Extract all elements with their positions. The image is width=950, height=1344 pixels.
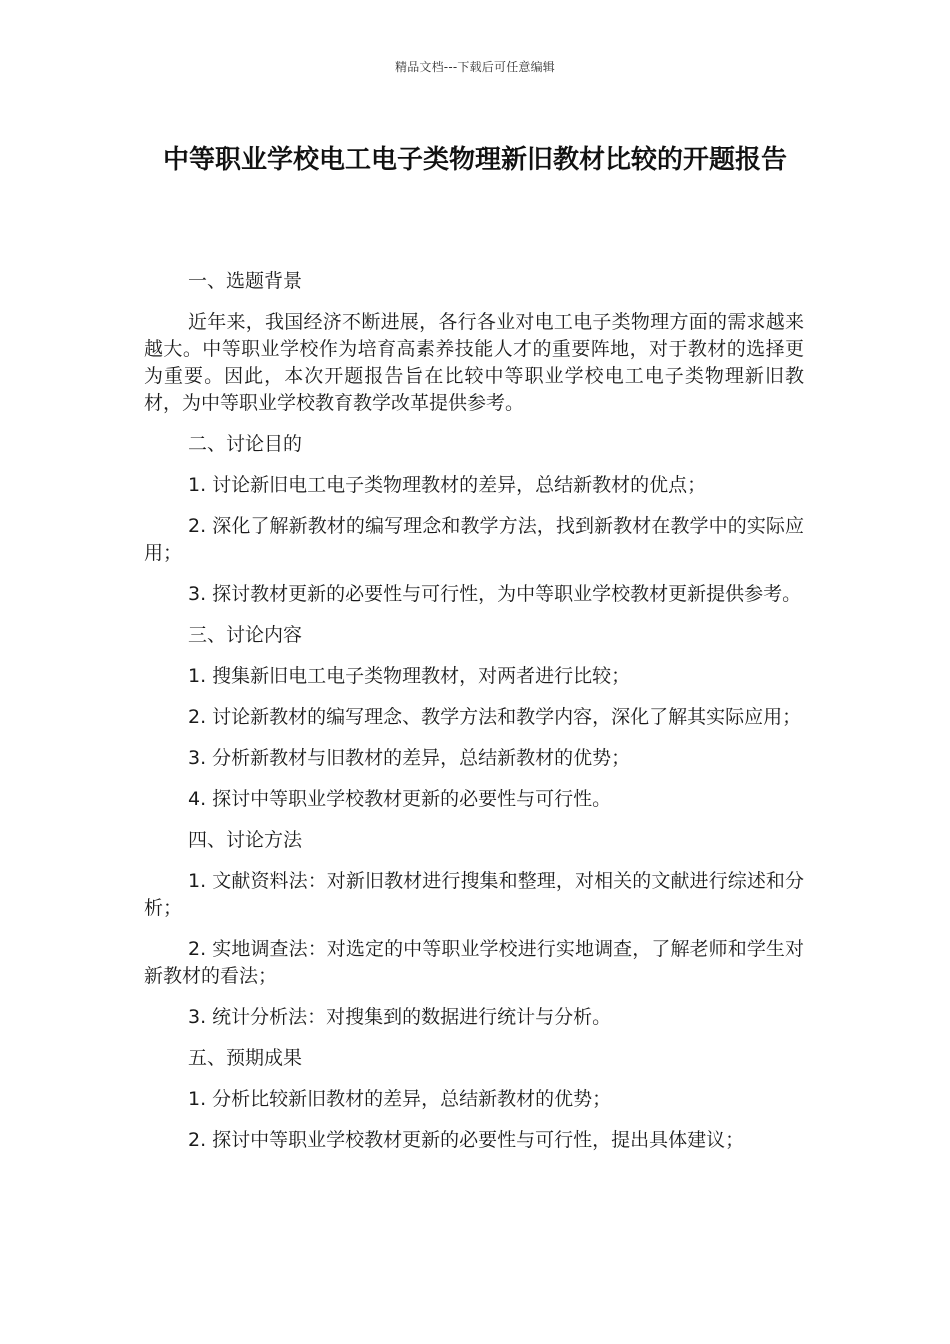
outcome-item: 2. 探讨中等职业学校教材更新的必要性与可行性，提出具体建议； [188, 1129, 745, 1151]
document-title: 中等职业学校电工电子类物理新旧教材比较的开题报告 [162, 145, 787, 175]
method-item: 3. 统计分析法：对搜集到的数据进行统计与分析。 [188, 1006, 612, 1028]
purpose-item: 2. 深化了解新教材的编写理念和教学方法，找到新教材在教学中的实际应用； [144, 515, 804, 564]
section-heading-background: 一、选题背景 [188, 270, 303, 292]
section-heading-purpose: 二、讨论目的 [188, 433, 303, 455]
content-item: 1. 搜集新旧电工电子类物理教材，对两者进行比较； [188, 665, 631, 687]
section-heading-outcomes: 五、预期成果 [188, 1047, 303, 1069]
content-item: 2. 讨论新教材的编写理念、教学方法和教学内容，深化了解其实际应用； [188, 706, 802, 728]
header-note: 精品文档---下载后可任意编辑 [395, 60, 555, 74]
content-item: 3. 分析新教材与旧教材的差异，总结新教材的优势； [188, 747, 631, 769]
purpose-item: 3. 探讨教材更新的必要性与可行性，为中等职业学校教材更新提供参考。 [188, 583, 802, 605]
background-paragraph: 近年来，我国经济不断进展，各行各业对电工电子类物理方面的需求越来越大。中等职业学校作为培育高素养技能人才的重要阵地，对于教材的选择更为重要。因此，本次开题报告旨在比较中等职业学校电工电子类物理新旧教材，为中等职业学校教育教学改革提供参考。 [144, 311, 804, 414]
method-item: 2. 实地调查法：对选定的中等职业学校进行实地调查，了解老师和学生对新教材的看法； [144, 938, 804, 987]
section-heading-content: 三、讨论内容 [188, 624, 303, 646]
purpose-item: 1. 讨论新旧电工电子类物理教材的差异，总结新教材的优点； [188, 474, 707, 496]
outcome-item: 1. 分析比较新旧教材的差异，总结新教材的优势； [188, 1088, 612, 1110]
section-heading-methods: 四、讨论方法 [188, 829, 303, 851]
method-item: 1. 文献资料法：对新旧教材进行搜集和整理，对相关的文献进行综述和分析； [144, 870, 804, 919]
content-item: 4. 探讨中等职业学校教材更新的必要性与可行性。 [188, 788, 612, 810]
document-body [144, 268, 804, 1168]
